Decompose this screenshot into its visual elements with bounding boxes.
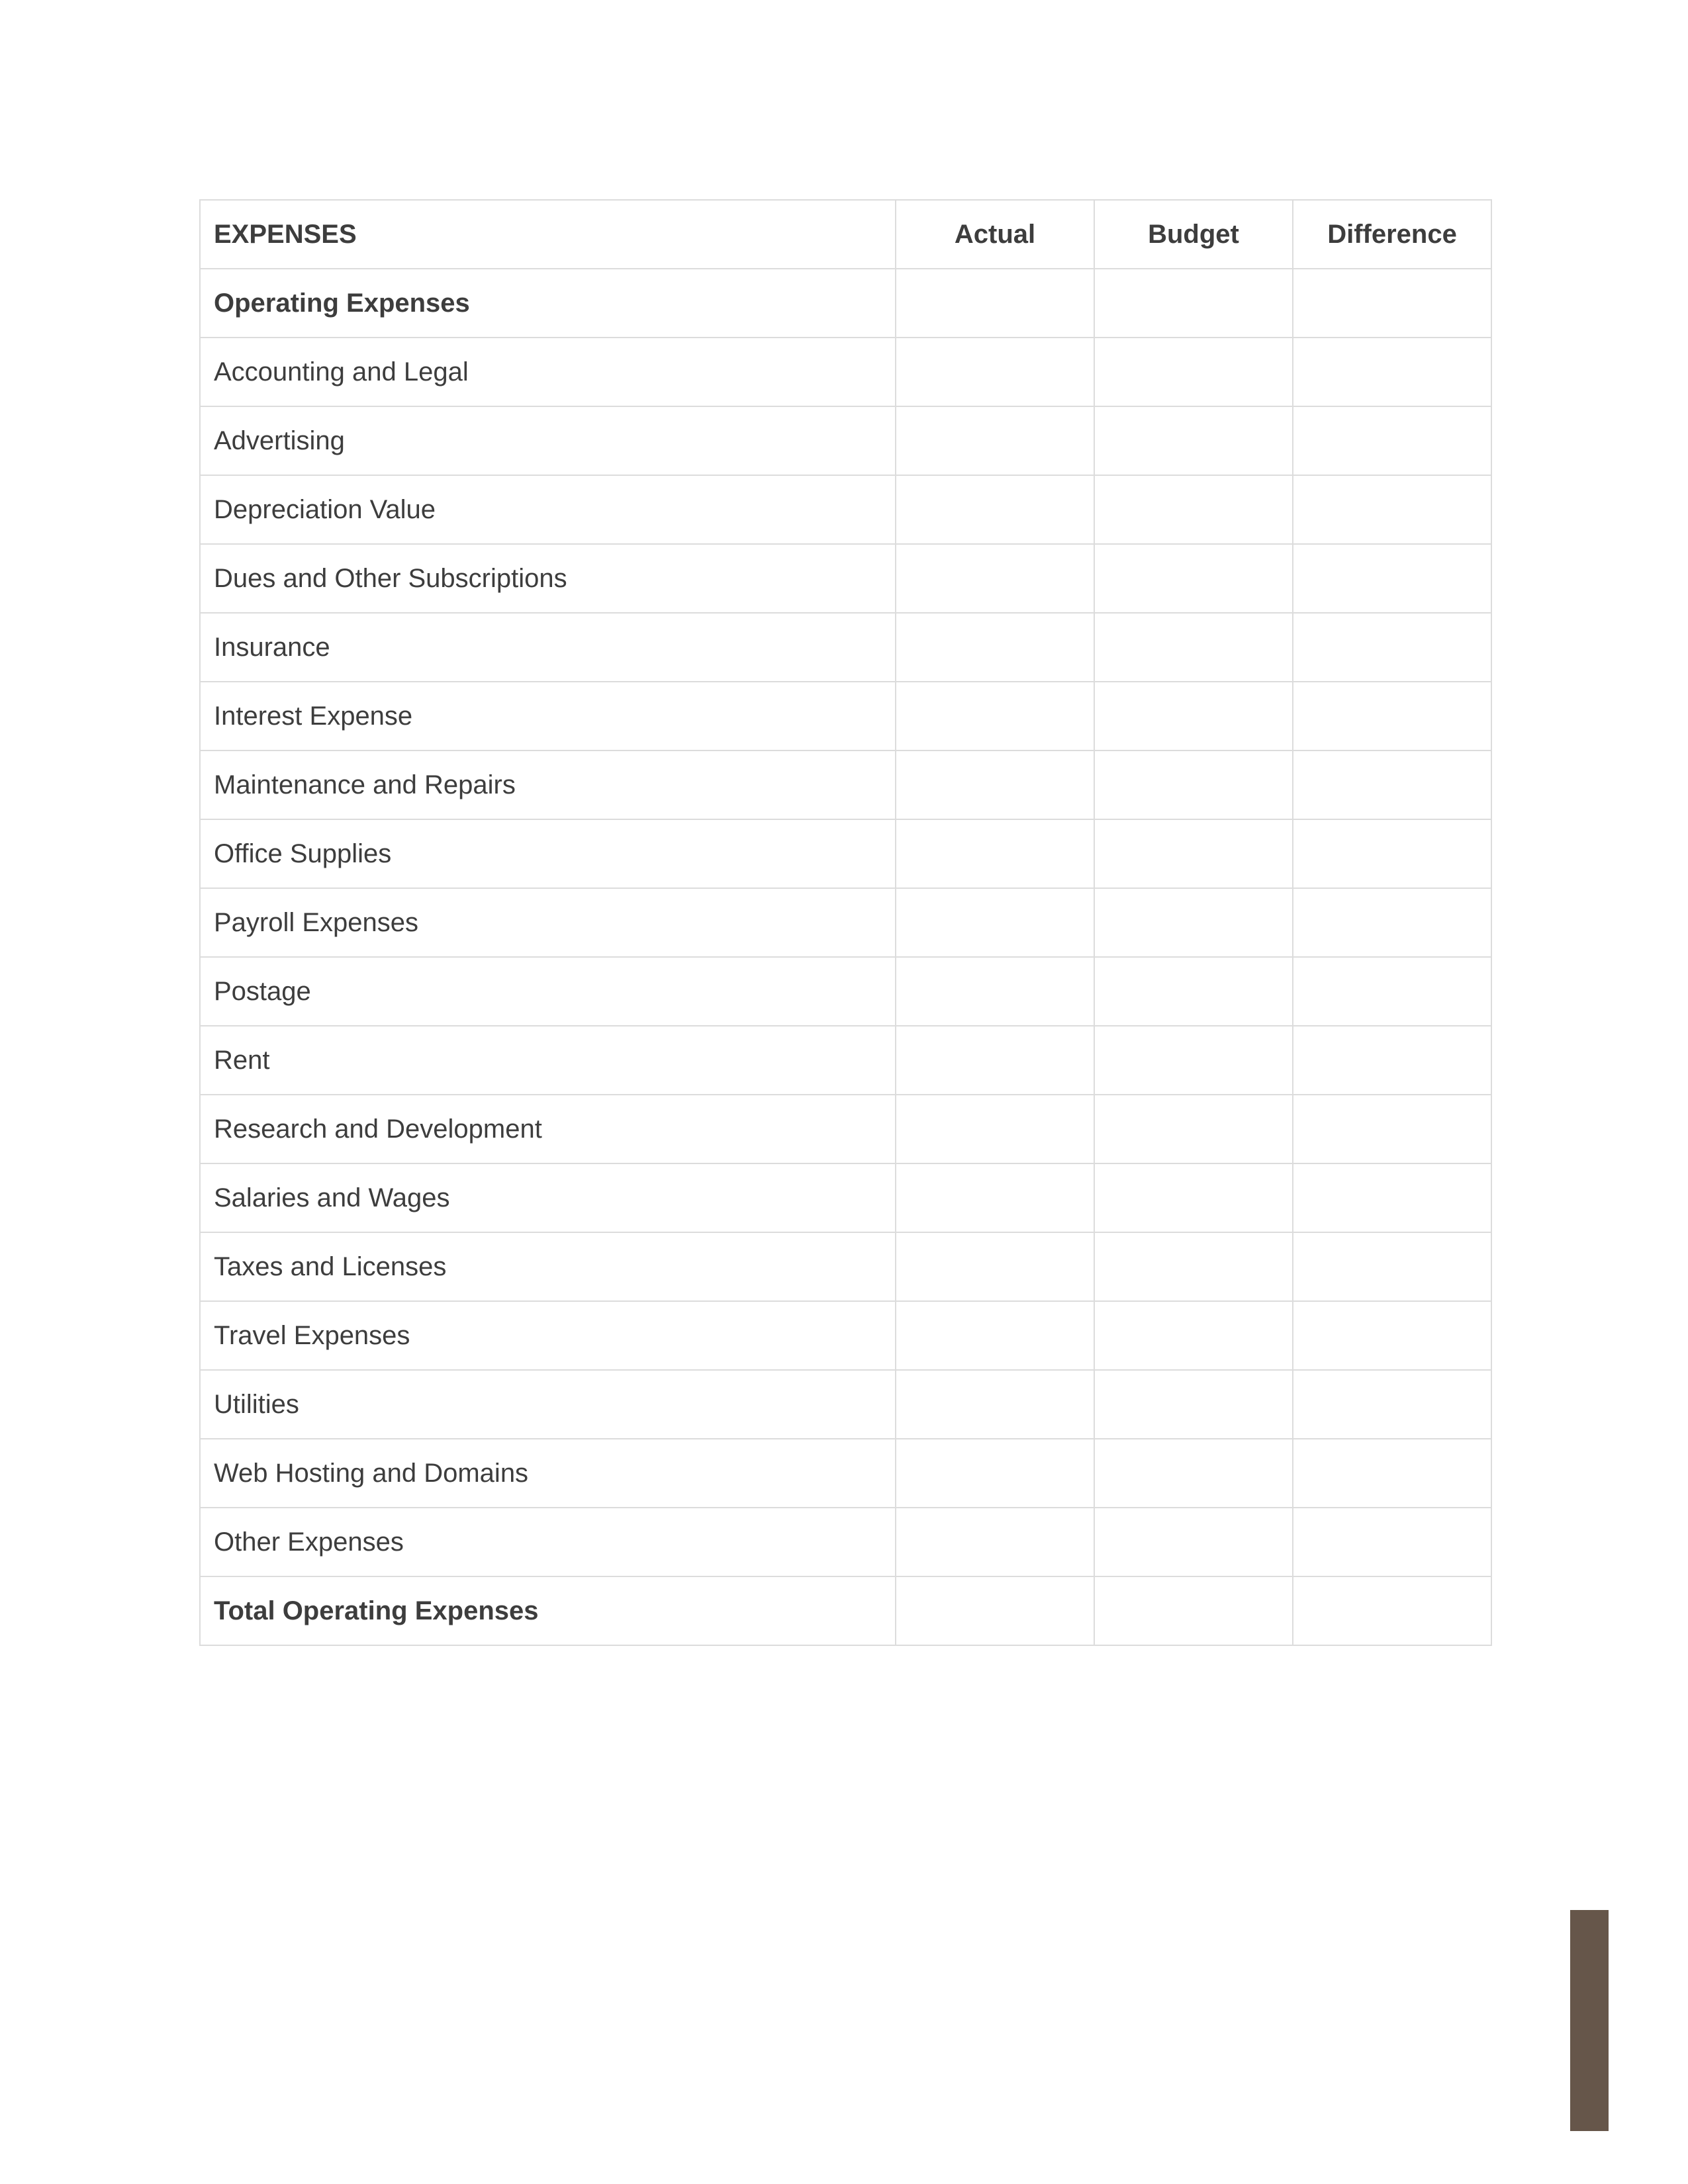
actual-cell[interactable] [896, 1576, 1094, 1645]
row-label: Advertising [200, 406, 896, 475]
budget-cell[interactable] [1094, 751, 1293, 819]
actual-cell[interactable] [896, 1370, 1094, 1439]
actual-cell[interactable] [896, 1439, 1094, 1508]
row-label: Rent [200, 1026, 896, 1095]
budget-cell[interactable] [1094, 1026, 1293, 1095]
difference-cell[interactable] [1293, 1508, 1491, 1576]
table-row [200, 269, 1491, 338]
row-label: Office Supplies [200, 819, 896, 888]
actual-cell[interactable] [896, 475, 1094, 544]
difference-cell[interactable] [1293, 269, 1491, 338]
actual-cell[interactable] [896, 1508, 1094, 1576]
actual-cell[interactable] [896, 1301, 1094, 1370]
table-row [200, 1095, 1491, 1163]
table-row [200, 613, 1491, 682]
row-label: Depreciation Value [200, 475, 896, 544]
actual-cell[interactable] [896, 1163, 1094, 1232]
actual-cell[interactable] [896, 613, 1094, 682]
difference-cell[interactable] [1293, 1026, 1491, 1095]
difference-cell[interactable] [1293, 682, 1491, 751]
budget-cell[interactable] [1094, 1232, 1293, 1301]
table-row [200, 544, 1491, 613]
row-label: Postage [200, 957, 896, 1026]
budget-cell[interactable] [1094, 1301, 1293, 1370]
difference-cell[interactable] [1293, 406, 1491, 475]
budget-cell[interactable] [1094, 682, 1293, 751]
actual-cell[interactable] [896, 338, 1094, 406]
header-budget: Budget [1094, 200, 1293, 269]
budget-cell[interactable] [1094, 338, 1293, 406]
difference-cell[interactable] [1293, 1163, 1491, 1232]
budget-cell[interactable] [1094, 1508, 1293, 1576]
row-label: Interest Expense [200, 682, 896, 751]
row-label: Web Hosting and Domains [200, 1439, 896, 1508]
actual-cell[interactable] [896, 269, 1094, 338]
table-row [200, 1163, 1491, 1232]
budget-cell[interactable] [1094, 888, 1293, 957]
row-label: Accounting and Legal [200, 338, 896, 406]
row-label: Dues and Other Subscriptions [200, 544, 896, 613]
table-row [200, 819, 1491, 888]
difference-cell[interactable] [1293, 888, 1491, 957]
difference-cell[interactable] [1293, 1439, 1491, 1508]
row-label: Total Operating Expenses [200, 1576, 896, 1645]
row-label: Research and Development [200, 1095, 896, 1163]
header-expenses: EXPENSES [200, 200, 896, 269]
table-row [200, 1026, 1491, 1095]
budget-cell[interactable] [1094, 957, 1293, 1026]
table-header-row [200, 200, 1491, 269]
difference-cell[interactable] [1293, 544, 1491, 613]
header-difference: Difference [1293, 200, 1491, 269]
actual-cell[interactable] [896, 682, 1094, 751]
difference-cell[interactable] [1293, 1576, 1491, 1645]
budget-cell[interactable] [1094, 269, 1293, 338]
table-row [200, 957, 1491, 1026]
table-row [200, 1232, 1491, 1301]
budget-cell[interactable] [1094, 613, 1293, 682]
actual-cell[interactable] [896, 544, 1094, 613]
budget-cell[interactable] [1094, 544, 1293, 613]
difference-cell[interactable] [1293, 475, 1491, 544]
row-label: Salaries and Wages [200, 1163, 896, 1232]
table-row [200, 1508, 1491, 1576]
difference-cell[interactable] [1293, 819, 1491, 888]
difference-cell[interactable] [1293, 1232, 1491, 1301]
difference-cell[interactable] [1293, 957, 1491, 1026]
table-row [200, 682, 1491, 751]
row-label: Travel Expenses [200, 1301, 896, 1370]
row-label: Payroll Expenses [200, 888, 896, 957]
budget-cell[interactable] [1094, 1163, 1293, 1232]
table-row [200, 1301, 1491, 1370]
actual-cell[interactable] [896, 957, 1094, 1026]
budget-cell[interactable] [1094, 1095, 1293, 1163]
row-label: Insurance [200, 613, 896, 682]
actual-cell[interactable] [896, 819, 1094, 888]
budget-cell[interactable] [1094, 475, 1293, 544]
table-row [200, 1370, 1491, 1439]
table-row [200, 338, 1491, 406]
difference-cell[interactable] [1293, 1095, 1491, 1163]
table-row [200, 475, 1491, 544]
table-row [200, 751, 1491, 819]
budget-cell[interactable] [1094, 819, 1293, 888]
budget-cell[interactable] [1094, 1370, 1293, 1439]
row-label: Taxes and Licenses [200, 1232, 896, 1301]
budget-cell[interactable] [1094, 1576, 1293, 1645]
actual-cell[interactable] [896, 406, 1094, 475]
difference-cell[interactable] [1293, 1370, 1491, 1439]
table-row [200, 1576, 1491, 1645]
expense-rows [200, 269, 1491, 1645]
difference-cell[interactable] [1293, 338, 1491, 406]
difference-cell[interactable] [1293, 613, 1491, 682]
actual-cell[interactable] [896, 1026, 1094, 1095]
expenses-table [199, 199, 1492, 1646]
row-label: Utilities [200, 1370, 896, 1439]
accent-side-bar [1570, 1910, 1609, 2131]
row-label: Operating Expenses [200, 269, 896, 338]
table-row [200, 406, 1491, 475]
actual-cell[interactable] [896, 1095, 1094, 1163]
row-label: Maintenance and Repairs [200, 751, 896, 819]
table-row [200, 1439, 1491, 1508]
difference-cell[interactable] [1293, 751, 1491, 819]
row-label: Other Expenses [200, 1508, 896, 1576]
actual-cell[interactable] [896, 751, 1094, 819]
difference-cell[interactable] [1293, 1301, 1491, 1370]
header-actual: Actual [896, 200, 1094, 269]
table-row [200, 888, 1491, 957]
actual-cell[interactable] [896, 888, 1094, 957]
budget-cell[interactable] [1094, 406, 1293, 475]
actual-cell[interactable] [896, 1232, 1094, 1301]
budget-cell[interactable] [1094, 1439, 1293, 1508]
